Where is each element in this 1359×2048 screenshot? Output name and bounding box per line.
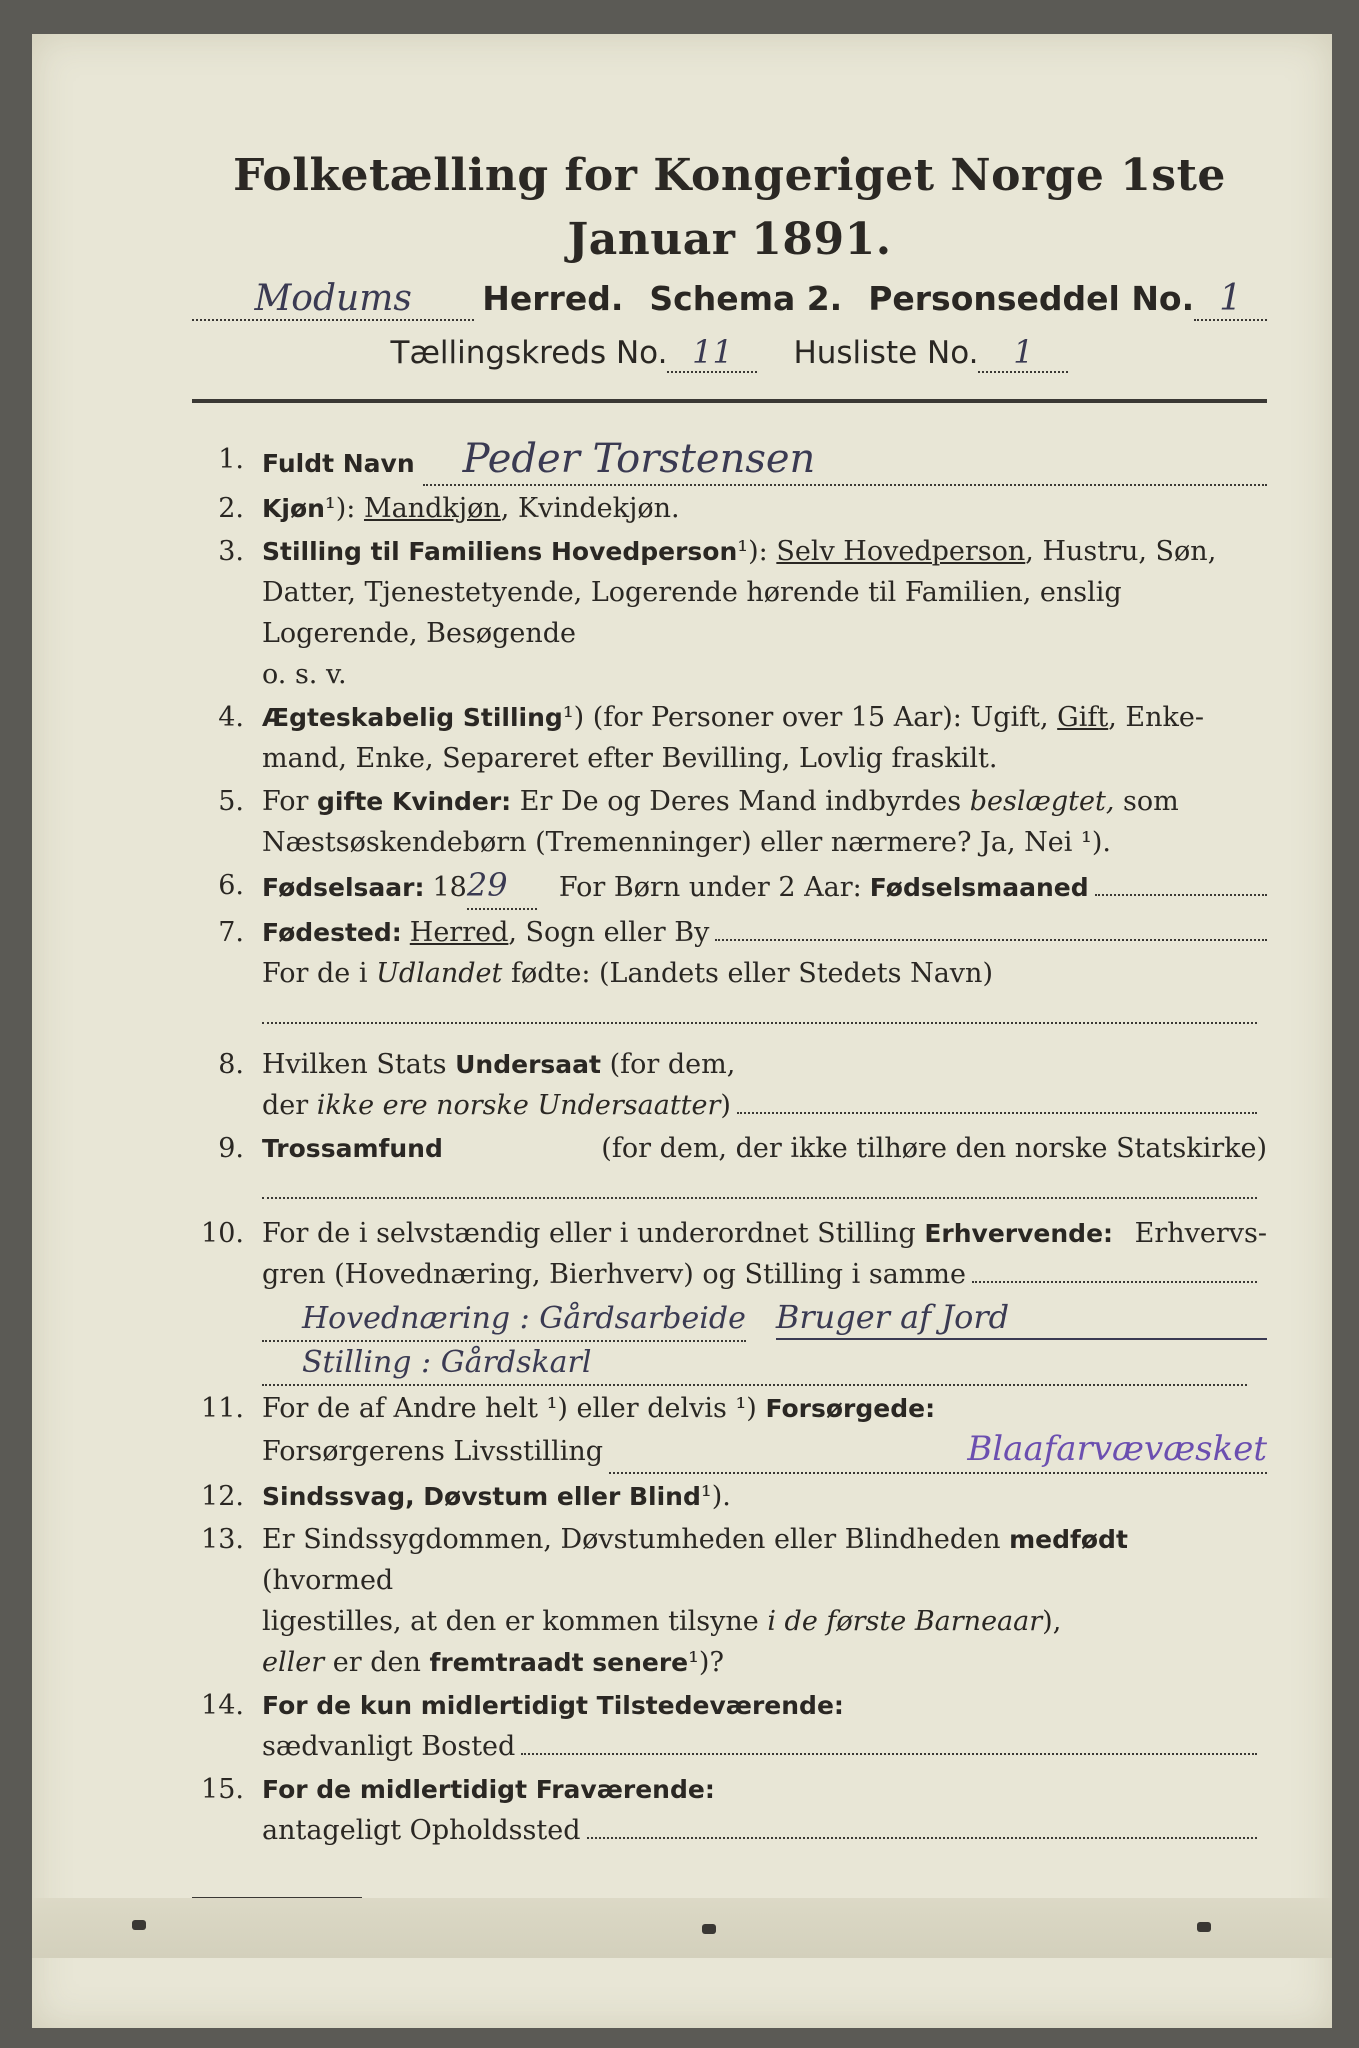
occupation-main-field — [262, 1298, 746, 1342]
question-4 — [192, 697, 1267, 779]
religion-field — [262, 1169, 1257, 1199]
question-number: 12. — [201, 1481, 244, 1512]
question-8-label: Undersaat — [455, 1050, 601, 1079]
marital-text2: , Enke- — [1108, 702, 1204, 733]
question-8 — [192, 1044, 1267, 1126]
question-number: 3. — [218, 536, 244, 567]
birthplace-options: , Sogn eller By — [508, 917, 710, 948]
presumed-location-field — [587, 1836, 1258, 1839]
question-4-label: Ægteskabelig Stilling — [262, 703, 563, 732]
question-number: 4. — [218, 702, 244, 733]
question-11 — [192, 1388, 1267, 1474]
personseddel-field — [1194, 278, 1267, 321]
q10-text: For de i selvstændig eller i underordnet Stilling — [262, 1218, 916, 1249]
footnote-ref: ¹). — [700, 1481, 731, 1512]
question-15-label: For de midlertidigt Fraværende: — [262, 1775, 715, 1804]
binding-hole — [702, 1924, 716, 1934]
question-14 — [192, 1685, 1267, 1767]
q10-text2: Erhvervs- — [1134, 1218, 1267, 1249]
q8-text2: (for dem, — [609, 1049, 736, 1080]
q9-text: (for dem, der ikke tilhøre den norske Statskirke) — [601, 1133, 1267, 1164]
occupation-position-value: Stilling : Gårdskarl — [302, 1345, 592, 1380]
q7-line2b: fødte: (Landets eller Stedets Navn) — [510, 958, 993, 989]
question-number: 5. — [218, 786, 244, 817]
gender-options: , Kvindekjøn. — [500, 493, 680, 524]
occupation-main-value: Hovednæring : Gårdsarbeide — [302, 1301, 746, 1336]
question-5-label: gifte Kvinder: — [317, 787, 512, 816]
birth-month-field — [1095, 893, 1267, 896]
question-3 — [192, 531, 1267, 695]
kreds-label: Tællingskreds No. — [390, 335, 668, 371]
occupation-field-a — [972, 1280, 1257, 1283]
usual-residence-field — [521, 1752, 1257, 1755]
q15-line2: antageligt Opholdssted — [262, 1815, 581, 1846]
marital-text: ¹) (for Personer over 15 Aar): Ugift, — [562, 702, 1049, 733]
q7-line2-italic: Udlandet — [376, 958, 503, 989]
herred-line — [192, 278, 1267, 321]
question-7 — [192, 912, 1267, 1024]
q13-line3-italic: eller — [262, 1647, 325, 1678]
birthplace-field — [715, 938, 1267, 941]
q10-line2: gren (Hovednæring, Bierhverv) og Stilling i samme — [262, 1259, 967, 1290]
gender-selected: Mandkjøn — [363, 493, 501, 524]
q14-line2: sædvanligt Bosted — [262, 1731, 516, 1762]
question-number: 9. — [218, 1133, 244, 1164]
question-12 — [192, 1476, 1267, 1517]
question-number: 10. — [201, 1218, 244, 1249]
question-2-label: Kjøn — [262, 494, 325, 523]
husliste-label: Husliste No. — [793, 335, 979, 371]
q8-line2-italic: ikke ere norske Undersaatter — [316, 1090, 721, 1121]
q13-line3-bold: fremtraadt senere — [429, 1648, 689, 1677]
full-name-field — [423, 436, 1267, 486]
question-number: 15. — [201, 1774, 244, 1805]
occupation-position-field — [262, 1342, 1247, 1386]
full-name-value: Peder Torstensen — [462, 436, 816, 482]
q5-line2: Næstsøskendebørn (Tremenninger) eller nærmere? Ja, Nei ¹). — [262, 827, 1111, 858]
q5-text2: som — [1123, 786, 1179, 817]
question-6 — [192, 865, 1267, 910]
footnote-ref: ¹): — [737, 536, 768, 567]
kreds-line — [192, 333, 1267, 373]
q5-text: Er De og Deres Mand indbyrdes — [519, 786, 962, 817]
q6-text: For Børn under 2 Aar: — [558, 872, 862, 903]
q13-text2: (hvormed — [262, 1565, 394, 1596]
husliste-value: 1 — [1013, 333, 1034, 371]
position-options: , Hustru, Søn, — [1025, 536, 1217, 567]
question-15 — [192, 1769, 1267, 1851]
q13-line2-italic: i de første Barneaar — [767, 1606, 1043, 1637]
footnote-ref: ¹): — [324, 493, 356, 524]
birth-year-prefix: 18 — [432, 872, 467, 903]
question-number: 1. — [218, 444, 244, 475]
question-11-label: Forsørgede: — [765, 1394, 936, 1423]
q13-text: Er Sindssygdommen, Døvstumheden eller Blindheden — [262, 1524, 1001, 1555]
question-6-label: Fødselsaar: — [262, 873, 425, 902]
herred-label: Herred. — [482, 279, 624, 318]
kreds-value: 11 — [692, 333, 733, 371]
question-10-label: Erhvervende: — [924, 1219, 1114, 1248]
q11-text: For de af Andre helt ¹) eller delvis ¹) — [262, 1393, 757, 1424]
binding-hole — [1197, 1922, 1211, 1932]
position-options-line4: o. s. v. — [262, 659, 347, 690]
question-14-label: For de kun midlertidigt Tilstedeværende: — [262, 1691, 844, 1720]
question-number: 7. — [218, 917, 244, 948]
q13-line3a: er den — [332, 1647, 421, 1678]
citizenship-field — [737, 1111, 1257, 1114]
question-number: 13. — [201, 1524, 244, 1555]
question-10 — [192, 1213, 1267, 1386]
provider-occupation-value: Blaafarvævæsket — [967, 1429, 1267, 1469]
birth-year-value: 29 — [466, 866, 508, 904]
form-content — [192, 144, 1267, 1954]
question-5 — [192, 781, 1267, 863]
q13-line3c: ¹)? — [688, 1647, 724, 1678]
personseddel-value: 1 — [1219, 278, 1243, 319]
question-13-label: medfødt — [1009, 1525, 1128, 1554]
position-selected: Selv Hovedperson — [776, 536, 1026, 567]
birth-year-field — [467, 865, 537, 910]
question-number: 11. — [201, 1393, 244, 1424]
birthplace-selected: Herred — [409, 917, 509, 948]
question-3-label: Stilling til Familiens Hovedperson — [262, 537, 738, 566]
question-1 — [192, 436, 1267, 486]
q8-text: Hvilken Stats — [262, 1049, 447, 1080]
husliste-field — [978, 333, 1068, 373]
provider-occupation-field — [609, 1429, 1267, 1474]
occupation-secondary-value: Bruger af Jord — [776, 1297, 1267, 1340]
question-number: 2. — [218, 493, 244, 524]
q5-for: For — [262, 786, 309, 817]
form-title: Folketælling for Kongeriget Norge 1ste Januar 1891. — [233, 150, 1226, 265]
birth-month-label: Fødselsmaaned — [869, 873, 1089, 902]
position-options-line2: Datter, Tjenestetyende, Logerende hørende til Familien, enslig — [262, 577, 1122, 608]
question-2 — [192, 488, 1267, 529]
herred-value: Modums — [254, 278, 412, 319]
question-9-label: Trossamfund — [262, 1134, 443, 1163]
question-13 — [192, 1519, 1267, 1683]
question-number: 6. — [218, 870, 244, 901]
question-number: 8. — [218, 1049, 244, 1080]
question-12-label: Sindssvag, Døvstum eller Blind — [262, 1482, 701, 1511]
question-9 — [192, 1128, 1267, 1199]
paper-bottom-edge — [32, 1898, 1332, 1958]
kreds-field — [667, 333, 757, 373]
herred-field — [192, 278, 474, 321]
q13-line2b: ), — [1042, 1606, 1062, 1637]
q5-italic: beslægtet, — [969, 786, 1115, 817]
personseddel-label: Personseddel No. — [868, 279, 1195, 318]
position-options-line3: Logerende, Besøgende — [262, 618, 576, 649]
question-number: 14. — [201, 1690, 244, 1721]
schema-label: Schema 2. — [649, 279, 843, 318]
q13-line2a: ligestilles, at den er kommen tilsyne — [262, 1606, 759, 1637]
question-7-label: Fødested: — [262, 918, 402, 947]
q8-line2b: ) — [720, 1090, 731, 1121]
foreign-birthplace-field — [262, 994, 1257, 1024]
marital-selected: Gift — [1057, 702, 1109, 733]
q8-line2a: der — [262, 1090, 309, 1121]
marital-options-line2: mand, Enke, Separeret efter Bevilling, Lovlig fraskilt. — [262, 743, 998, 774]
q11-line2: Forsørgerens Livsstilling — [262, 1436, 604, 1467]
binding-hole — [132, 1920, 146, 1930]
question-1-label: Fuldt Navn — [262, 449, 415, 478]
q7-line2a: For de i — [262, 958, 368, 989]
census-form-sheet — [32, 34, 1332, 2028]
